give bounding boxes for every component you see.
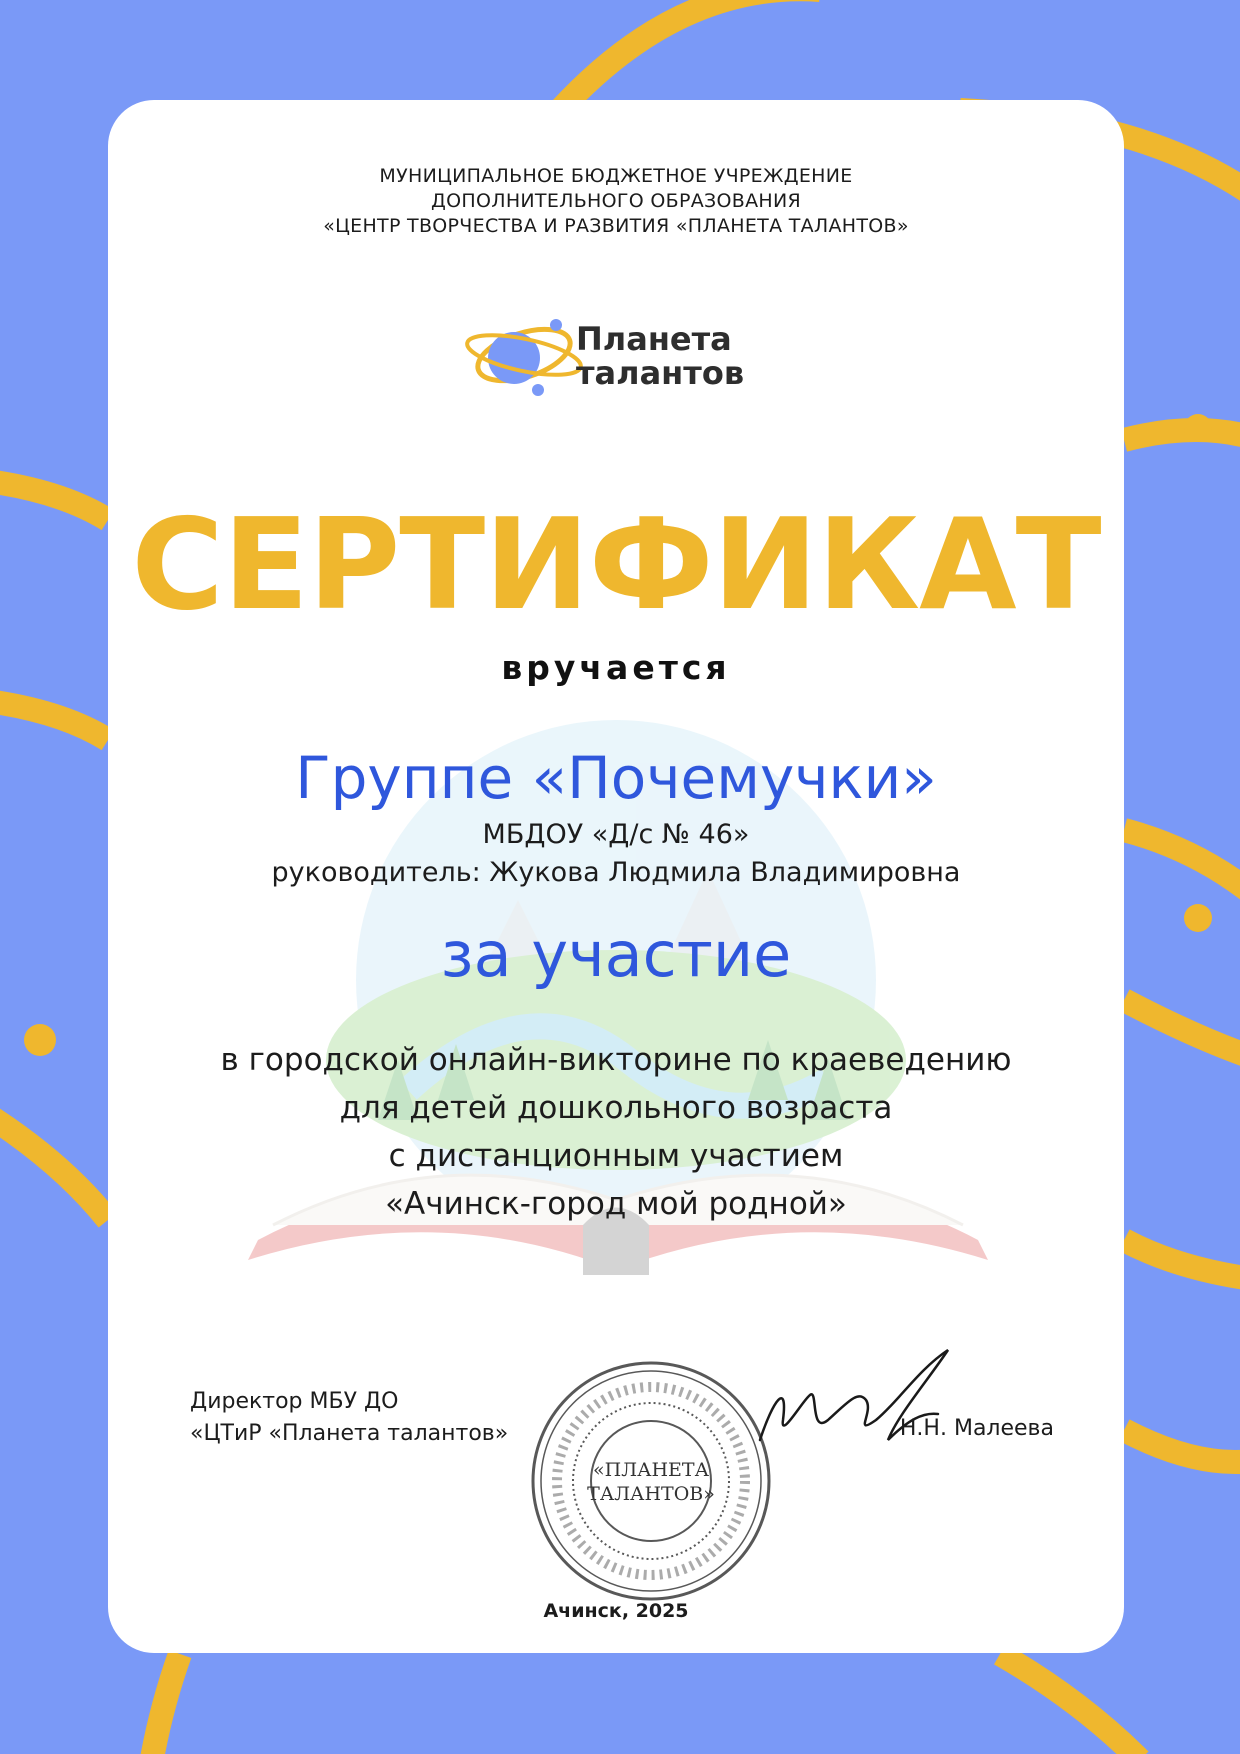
organization-line-1: МУНИЦИПАЛЬНОЕ БЮДЖЕТНОЕ УЧРЕЖДЕНИЕ: [379, 165, 853, 187]
signatory-position: [190, 1386, 508, 1450]
description-line-4: «Ачинск-город мой родной»: [385, 1186, 847, 1222]
stamp-text-line-2: ТАЛАНТОВ»: [587, 1483, 715, 1505]
signatory-name: Н.Н. Малеева: [899, 1416, 1054, 1441]
certificate-title: СЕРТИФИКАТ: [131, 491, 1101, 638]
description-line-1: в городской онлайн-викторине по краеведению: [220, 1042, 1012, 1078]
institution-name: МБДОУ «Д/с № 46»: [482, 819, 750, 850]
logo-wordmark: [576, 322, 744, 390]
award-reason: за участие: [440, 918, 792, 991]
description-line-2: для детей дошкольного возраста: [339, 1090, 893, 1126]
official-stamp-icon: [526, 1356, 776, 1606]
organization-line-3: «ЦЕНТР ТВОРЧЕСТВА И РАЗВИТИЯ «ПЛАНЕТА ТАЛАНТОВ»: [323, 215, 909, 237]
handwritten-signature: [748, 1340, 958, 1460]
position-line-1: Директор МБУ ДО: [190, 1389, 399, 1414]
logo-line-1: Планета: [576, 320, 732, 358]
event-description: [108, 1036, 1124, 1228]
awarded-label: вручается: [501, 648, 731, 687]
stamp-text-line-1: «ПЛАНЕТА: [593, 1459, 709, 1481]
city-year: Ачинск, 2025: [543, 1600, 689, 1622]
recipient-name: Группе «Почемучки»: [295, 744, 937, 812]
position-line-2: «ЦТиР «Планета талантов»: [190, 1421, 509, 1446]
organization-name: [108, 164, 1124, 239]
organization-line-2: ДОПОЛНИТЕЛЬНОГО ОБРАЗОВАНИЯ: [431, 190, 801, 212]
certificate-card: [108, 100, 1124, 1653]
description-line-3: с дистанционным участием: [388, 1138, 844, 1174]
leader-name: руководитель: Жукова Людмила Владимировна: [271, 857, 961, 888]
logo-line-2: талантов: [576, 354, 745, 392]
